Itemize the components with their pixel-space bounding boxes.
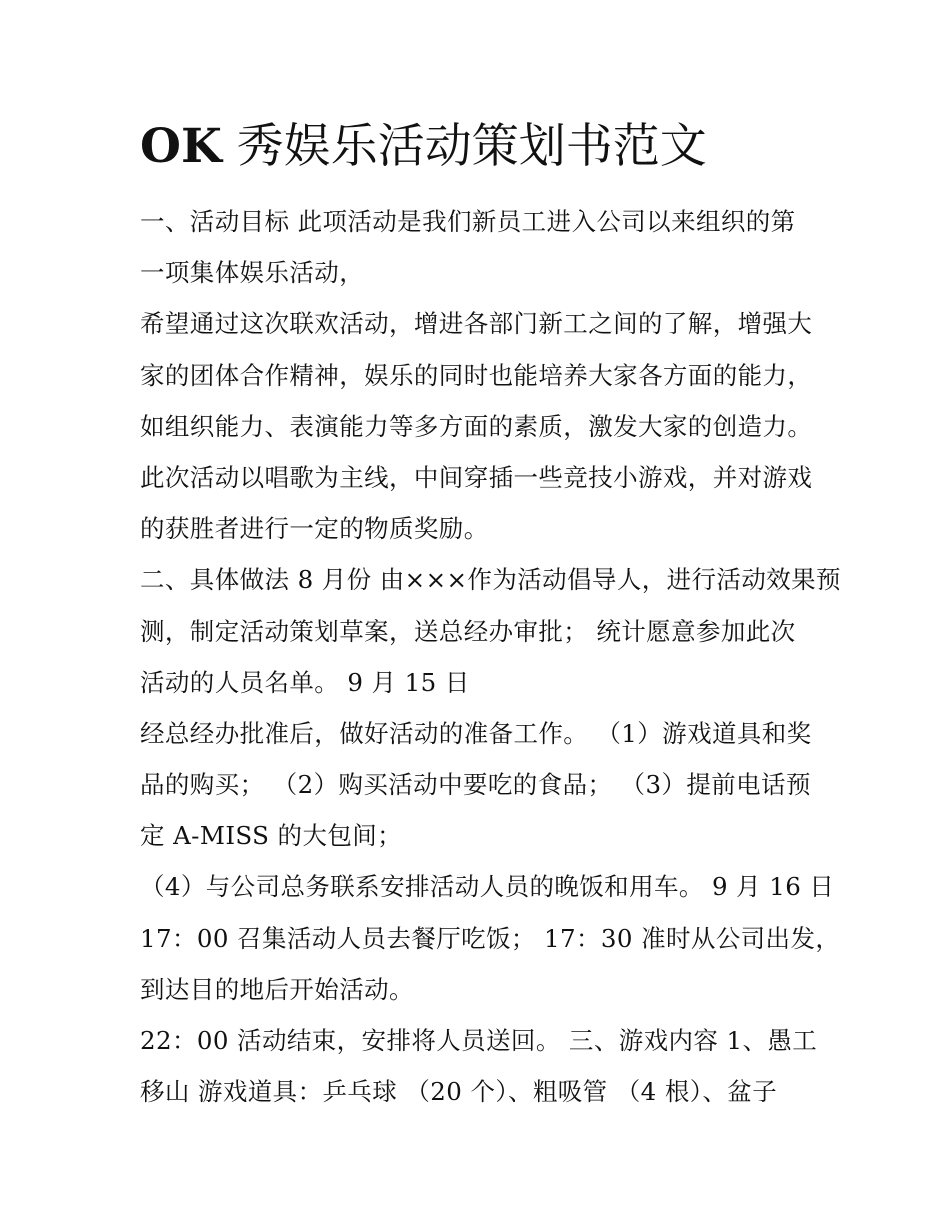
text-line: （4）与公司总务联系安排活动人员的晚饭和用车。 9 月 16 日 — [140, 872, 835, 902]
text-line: 22：00 活动结束，安排将人员送回。 三、游戏内容 1、愚工 — [140, 1026, 818, 1055]
text-line: 希望通过这次联欢活动，增进各部门新工之间的了解，增强大 — [140, 309, 813, 339]
text-line: 到达目的地后开始活动。 — [140, 974, 414, 1004]
text-line: 一、活动目标 此项活动是我们新员工进入公司以来组织的第 — [140, 207, 796, 236]
document-title-latin: OK — [140, 119, 222, 174]
text-line: 17：00 召集活动人员去餐厅吃饭； 17：30 准时从公司出发， — [140, 923, 841, 953]
document-title-text: 秀娱乐活动策划书范文 — [221, 119, 707, 174]
text-line: 测，制定活动策划草案，送总经办审批； 统计愿意参加此次 — [140, 616, 796, 646]
text-line: 经总经办批准后，做好活动的准备工作。 （1）游戏道具和奖 — [140, 718, 812, 748]
text-line: 家的团体合作精神，娱乐的同时也能培养大家各方面的能力， — [140, 360, 813, 390]
text-line: 移山 游戏道具：乒乓球 （20 个）、粗吸管 （4 根）、盆子 — [140, 1077, 778, 1107]
document-title — [140, 113, 707, 181]
text-line: 此次活动以唱歌为主线，中间穿插一些竞技小游戏，并对游戏 — [140, 462, 813, 492]
text-line: 定 A-MISS 的大包间； — [140, 821, 403, 851]
text-line: 二、具体做法 8 月份 由×××作为活动倡导人，进行活动效果预 — [140, 565, 841, 595]
text-line: 活动的人员名单。 9 月 15 日 — [140, 667, 470, 697]
text-line: 如组织能力、表演能力等多方面的素质，激发大家的创造力。 — [140, 411, 813, 441]
document-body — [140, 196, 841, 1117]
text-line: 的获胜者进行一定的物质奖励。 — [140, 514, 489, 544]
text-line: 品的购买； （2）购买活动中要吃的食品； （3）提前电话预 — [140, 770, 811, 800]
text-line: 一项集体娱乐活动， — [140, 258, 365, 288]
